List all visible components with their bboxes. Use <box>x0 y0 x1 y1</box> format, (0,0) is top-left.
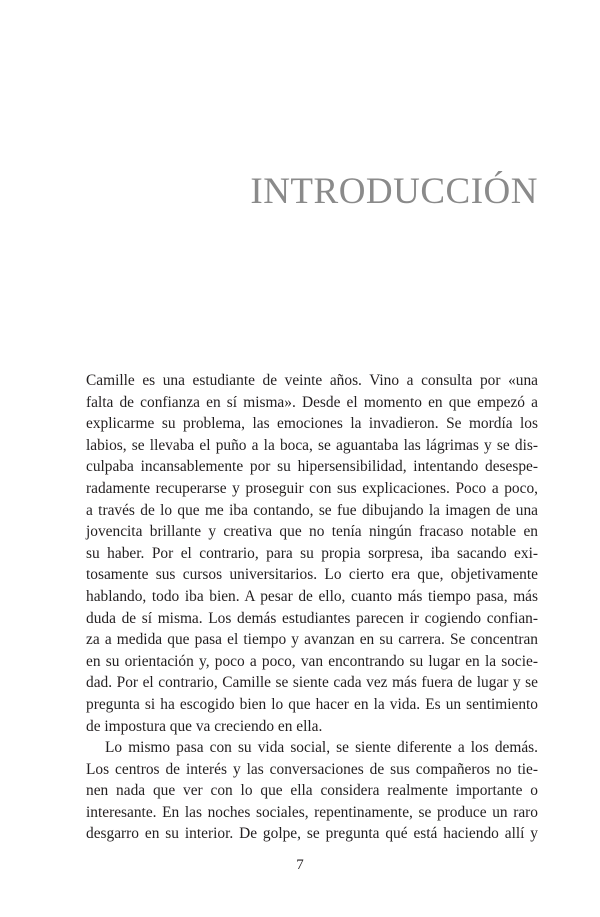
text-line: radamente recuperarse y proseguir con sus explicaciones. Poco a poco, <box>86 479 538 497</box>
text-line: desgarro en su interior. De golpe, se pregunta qué está haciendo allí y <box>86 825 538 843</box>
text-line: nen nada que ver con lo que ella considera realmente importante o <box>86 782 538 800</box>
text-line: duda de sí misma. Los demás estudiantes parecen ir cogiendo confian- <box>86 609 538 627</box>
text-line: tosamente sus cursos universitarios. Lo cierto era que, objetivamente <box>86 566 538 584</box>
text-line: explicarme su problema, las emociones la invadieron. Se mordía los <box>86 415 538 433</box>
text-line: culpaba incansablemente por su hipersensibilidad, intentando desespe- <box>86 458 538 476</box>
text-line: jovencita brillante y creativa que no tenía ningún fracaso notable en <box>86 523 538 541</box>
text-line: za a medida que pasa el tiempo y avanzan en su carrera. Se concentran <box>86 631 538 649</box>
text-line: interesante. En las noches sociales, repentinamente, se produce un raro <box>86 803 538 821</box>
text-line: Camille es una estudiante de veinte años. Vino a consulta por «una <box>86 372 538 389</box>
text-line: hablando, todo iba bien. A pesar de ello, cuanto más tiempo pasa, más <box>86 587 538 605</box>
text-line: a través de lo que me iba contando, se fue dibujando la imagen de una <box>86 501 538 519</box>
text-line: su haber. Por el contrario, para su propia sorpresa, iba sacando exi- <box>86 544 538 562</box>
text-line: de impostura que va creciendo en ella. <box>86 717 323 735</box>
text-line: pregunta si ha escogido bien lo que hacer en la vida. Es un sentimiento <box>86 695 538 713</box>
text-line: Los centros de interés y las conversaciones de sus compañeros no tie- <box>86 760 538 778</box>
text-line: falta de confianza en sí misma». Desde el momento en que empezó a <box>86 393 538 411</box>
text-line: en su orientación y, poco a poco, van encontrando su lugar en la socie- <box>86 652 538 670</box>
chapter-title: INTRODUCCIÓN <box>250 171 538 212</box>
page-number: 7 <box>296 857 304 873</box>
text-line: Lo mismo pasa con su vida social, se siente diferente a los demás. <box>105 739 538 757</box>
text-line: labios, se llevaba el puño a la boca, se aguantaba las lágrimas y se dis- <box>86 436 538 454</box>
text-line: dad. Por el contrario, Camille se siente cada vez más fuera de lugar y se <box>86 674 538 692</box>
body-text <box>86 370 538 845</box>
